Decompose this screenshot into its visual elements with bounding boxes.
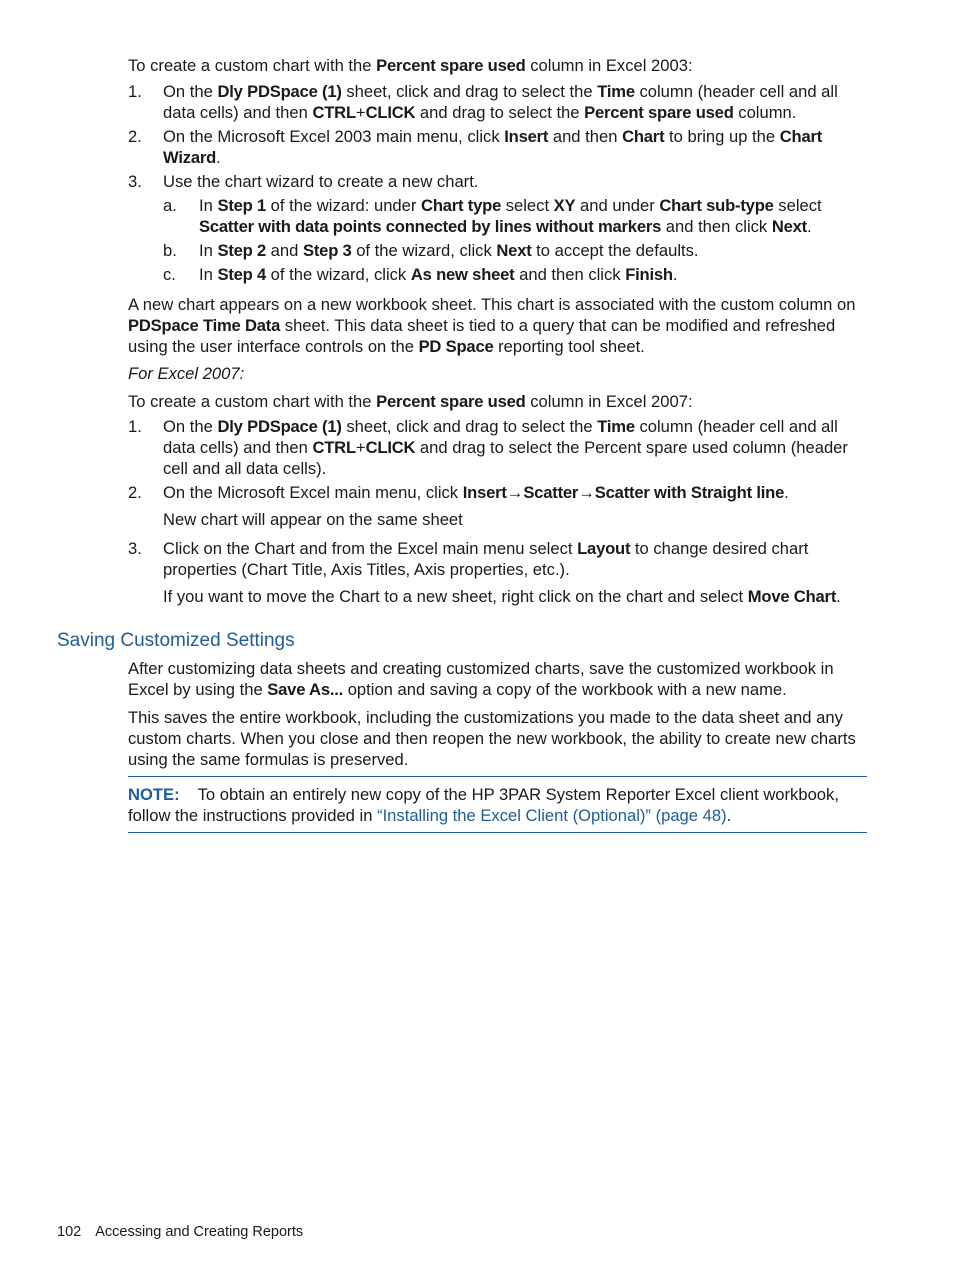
menu-arrow-icon: → [578, 483, 595, 502]
menu-arrow-icon: → [506, 483, 524, 502]
excel2007-step-3-note: If you want to move the Chart to a new sheet, right click on the chart and select Move Chart. [163, 587, 841, 606]
excel2003-result-paragraph: A new chart appears on a new workbook sheet. This chart is associated with the custom column on PDSpace Time Data sheet. This data sheet is tied to a query that can be modified and refreshed using the user interface controls on the PD Space reporting tool sheet. [128, 295, 856, 356]
substep-letter: c. [163, 265, 176, 284]
excel2003-intro: To create a custom chart with the Percent spare used column in Excel 2003: [128, 56, 693, 75]
excel2003-step-2: On the Microsoft Excel 2003 main menu, click Insert and then Chart to bring up the Chart Wizard. [163, 127, 823, 167]
excel2003-substep-a: In Step 1 of the wizard: under Chart type select XY and under Chart sub-type select Scatter with data points connected by lines without markers and then click Next. [199, 196, 822, 236]
installing-excel-client-link[interactable]: “Installing the Excel Client (Optional)” (page 48) [377, 806, 727, 825]
excel2007-step-2-note: New chart will appear on the same sheet [163, 510, 463, 529]
step-number: 1. [128, 417, 142, 436]
substep-letter: b. [163, 241, 177, 260]
step-number: 1. [128, 82, 142, 101]
excel2003-substep-c: In Step 4 of the wizard, click As new sheet and then click Finish. [199, 265, 678, 284]
excel2003-step-1: On the Dly PDSpace (1) sheet, click and drag to select the Time column (header cell and all data cells) and then CTRL+CLICK and drag to select the Percent spare used column. [163, 82, 838, 122]
note-label: NOTE: [128, 785, 180, 804]
excel2003-substep-b: In Step 2 and Step 3 of the wizard, click Next to accept the defaults. [199, 241, 699, 260]
footer-title: Accessing and Creating Reports [95, 1224, 304, 1240]
page-number: 102 [57, 1224, 82, 1240]
excel2007-step-2: On the Microsoft Excel main menu, click Insert→Scatter→Scatter with Straight line. [163, 483, 789, 502]
step-number: 3. [128, 539, 142, 558]
page-footer [57, 1222, 303, 1242]
excel2003-step-3: Use the chart wizard to create a new chart. [163, 172, 479, 191]
step-number: 2. [128, 483, 142, 502]
excel2007-intro: To create a custom chart with the Percent spare used column in Excel 2007: [128, 392, 693, 411]
excel2007-step-1: On the Dly PDSpace (1) sheet, click and drag to select the Time column (header cell and all data cells) and then CTRL+CLICK and drag to select the Percent spare used column (header cell and all data cells). [163, 417, 848, 478]
note-box: NOTE: To obtain an entirely new copy of the HP 3PAR System Reporter Excel client workbook, follow the instructions provided in “Installing the Excel Client (Optional)” (page 48). [128, 776, 867, 833]
section-heading: Saving Customized Settings [57, 630, 295, 651]
saving-paragraph-2: This saves the entire workbook, including the customizations you made to the data sheet and any custom charts. When you close and then reopen the new workbook, the ability to create new charts using the same formulas is preserved. [128, 708, 856, 769]
step-number: 2. [128, 127, 142, 146]
step-number: 3. [128, 172, 142, 191]
excel2007-step-3: Click on the Chart and from the Excel main menu select Layout to change desired chart properties (Chart Title, Axis Titles, Axis properties, etc.). [163, 539, 809, 579]
substep-letter: a. [163, 196, 177, 215]
saving-paragraph-1: After customizing data sheets and creating customized charts, save the customized workbook in Excel by using the Save As... option and saving a copy of the workbook with a new name. [128, 659, 834, 699]
excel2007-label: For Excel 2007: [128, 364, 245, 383]
